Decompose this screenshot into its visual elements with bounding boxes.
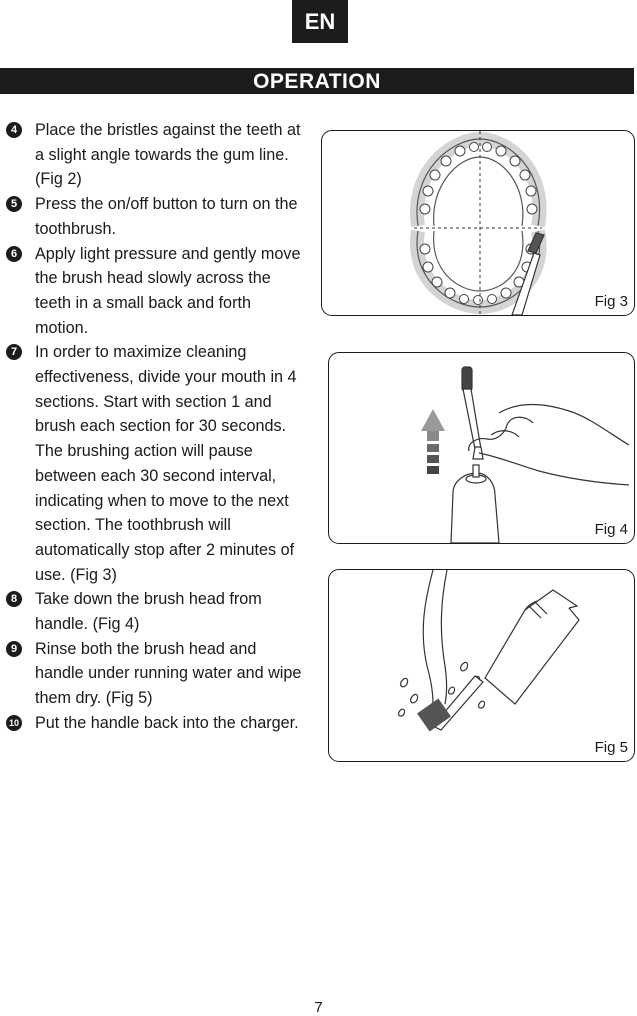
brush-head-removal-illustration xyxy=(329,353,634,543)
step-number-badge: 10 xyxy=(6,715,22,731)
operation-steps xyxy=(6,118,306,736)
step-number-badge: 6 xyxy=(6,246,22,262)
step-text: Apply light pressure and gently move the brush head slowly across the teeth in a small back and forth motion. xyxy=(35,244,301,337)
step-item xyxy=(6,340,306,587)
rinsing-illustration xyxy=(329,570,634,761)
figure-3 xyxy=(321,130,635,316)
figure-5 xyxy=(328,569,635,762)
page-number: 7 xyxy=(314,999,323,1016)
step-text: Press the on/off button to turn on the toothbrush. xyxy=(35,195,298,238)
dental-arch-illustration xyxy=(322,131,634,315)
step-number-badge: 8 xyxy=(6,591,22,607)
step-text: In order to maximize cleaning effectiveness, divide your mouth in 4 sections. Start with section 1 and brush each section for 30 seconds. The brushing action will pause between each 30 second interval, indicating when to move to the next section. The toothbrush will automatically stop after 2 minutes of use. (Fig 3) xyxy=(35,343,297,584)
step-number-badge: 4 xyxy=(6,122,22,138)
step-number-badge: 7 xyxy=(6,344,22,360)
step-item xyxy=(6,192,306,241)
step-number-badge: 9 xyxy=(6,641,22,657)
figure-5-caption: Fig 5 xyxy=(594,739,628,756)
language-badge: EN xyxy=(292,0,348,43)
figure-4-caption: Fig 4 xyxy=(594,521,628,538)
step-item xyxy=(6,587,306,636)
step-text: Put the handle back into the charger. xyxy=(35,713,299,732)
step-text: Place the bristles against the teeth at a slight angle towards the gum line.(Fig 2) xyxy=(35,121,301,189)
step-text: Take down the brush head from handle. (Fig 4) xyxy=(35,590,262,634)
step-item xyxy=(6,118,306,192)
step-item xyxy=(6,637,306,711)
step-text: Rinse both the brush head and handle under running water and wipe them dry. (Fig 5) xyxy=(35,639,302,708)
step-number-badge: 5 xyxy=(6,196,22,212)
step-item xyxy=(6,711,306,736)
figure-4 xyxy=(328,352,635,544)
section-title: OPERATION xyxy=(0,68,634,94)
figure-3-caption: Fig 3 xyxy=(594,293,628,310)
step-item xyxy=(6,242,306,341)
